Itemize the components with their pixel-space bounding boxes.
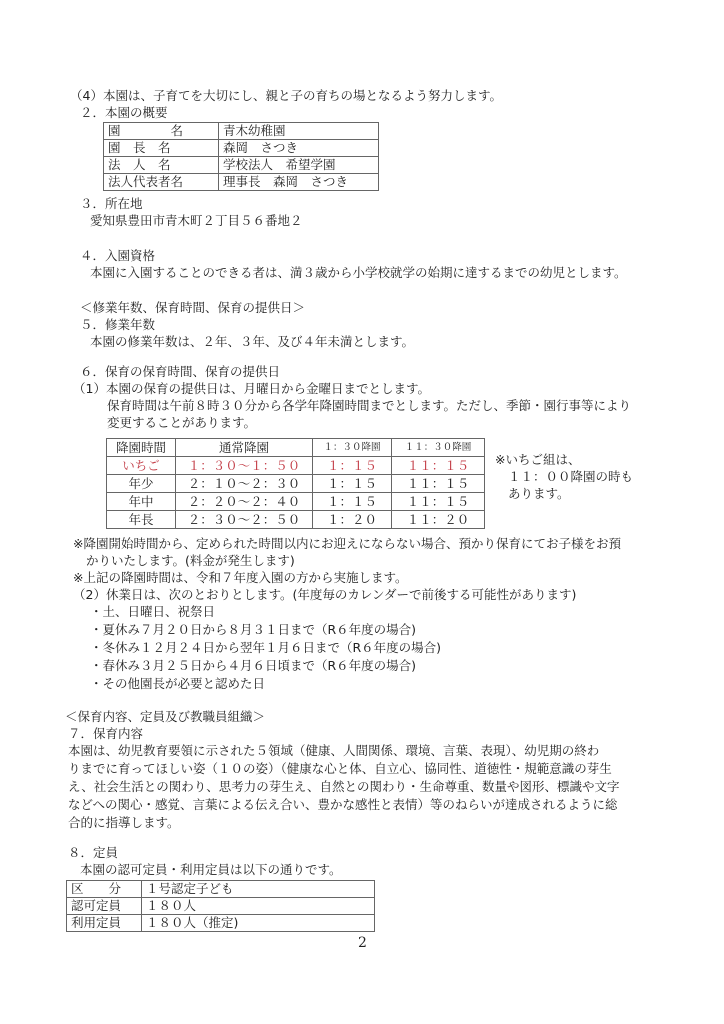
holiday-item: ・冬休み１２月２４日から翌年１月６日まで（R６年度の場合) bbox=[90, 640, 442, 655]
item-1-line-2: 保育時間は午前８時３０分から各学年降園時間までとします。ただし、季節・園行事等により bbox=[107, 398, 632, 413]
time-1130-cell: １１：２０ bbox=[392, 511, 485, 529]
side-note-line-3: あります。 bbox=[508, 486, 570, 501]
header-cell: 降園時間 bbox=[107, 439, 176, 457]
side-note-line-1: ※いちご組は、 bbox=[495, 452, 581, 467]
header-cell: １１：３０降園 bbox=[392, 439, 485, 457]
overview-value: 青木幼稚園 bbox=[219, 123, 379, 140]
capacity-text: 本園の認可定員・利用定員は以下の通りです。 bbox=[80, 862, 342, 877]
time-130-cell: １：１５ bbox=[313, 457, 392, 475]
overview-value: 学校法人 希望学園 bbox=[219, 157, 379, 174]
content-line: りまでに育ってほしい姿（１０の姿）（健康な心と体、自立心、協同性、道徳性・規範意識の芽生 bbox=[68, 761, 612, 776]
table-row bbox=[107, 475, 485, 493]
pickup-time-table bbox=[106, 438, 485, 529]
note-2: ※上記の降園時間は、令和７年度入園の方から実施します。 bbox=[73, 570, 408, 585]
capacity-value: １８０人 bbox=[142, 898, 375, 915]
overview-label: 園 名 bbox=[104, 123, 219, 140]
capacity-label: 区 分 bbox=[67, 881, 142, 898]
section-5-heading: ５．修業年数 bbox=[80, 317, 156, 332]
overview-table bbox=[103, 122, 379, 191]
holiday-item: ・土、日曜日、祝祭日 bbox=[90, 604, 216, 619]
years-text: 本園の修業年数は、２年、３年、及び４年未満とします。 bbox=[90, 334, 415, 349]
item-1-line-1: （1）本園の保育の提供日は、月曜日から金曜日までとします。 bbox=[73, 381, 430, 396]
content-line: などへの関心・感覚、言葉による伝え合い、豊かな感性と表情）等のねらいが達成されるように総 bbox=[68, 797, 618, 812]
capacity-value: １号認定子ども bbox=[142, 881, 375, 898]
grade-cell: 年長 bbox=[107, 511, 176, 529]
content-line: え、社会生活との関わり、思考力の芽生え、自然との関わり・生命尊重、数量や図形、標識や文字 bbox=[68, 779, 620, 794]
table-row bbox=[104, 174, 379, 191]
item-2: （2）休業日は、次のとおりとします。(年度毎のカレンダーで前後する可能性があります) bbox=[73, 587, 577, 602]
holiday-item: ・夏休み７月２０日から８月３１日まで（R６年度の場合) bbox=[90, 622, 417, 637]
section-8-heading: ８．定員 bbox=[68, 845, 119, 860]
time-130-cell: １：１５ bbox=[313, 493, 392, 511]
overview-value: 森岡 さつき bbox=[219, 140, 379, 157]
group-heading-2: ＜保育内容、定員及び教職員組織＞ bbox=[65, 709, 266, 724]
overview-label: 法人代表者名 bbox=[104, 174, 219, 191]
table-row bbox=[67, 915, 375, 932]
time-130-cell: １：１５ bbox=[313, 475, 392, 493]
table-row bbox=[107, 511, 485, 529]
time-1130-cell: １１：１５ bbox=[392, 493, 485, 511]
grade-cell: 年中 bbox=[107, 493, 176, 511]
side-note-line-2: １１：００降園の時も bbox=[508, 469, 634, 484]
normal-time-cell: １：３０～１：５０ bbox=[176, 457, 313, 475]
capacity-label: 認可定員 bbox=[67, 898, 142, 915]
section-2-heading: ２．本園の概要 bbox=[80, 105, 168, 120]
section-6-heading: ６．保育の保育時間、保育の提供日 bbox=[80, 364, 281, 379]
note-1-line-2: かりいたします。(料金が発生します) bbox=[86, 553, 295, 568]
capacity-value: １８０人（推定) bbox=[142, 915, 375, 932]
time-130-cell: １：２０ bbox=[313, 511, 392, 529]
note-1-line-1: ※降園開始時間から、定められた時間以内にお迎えにならない場合、預かり保育にてお子様をお預 bbox=[73, 536, 621, 551]
header-cell: 通常降園 bbox=[176, 439, 313, 457]
table-header-row bbox=[107, 439, 485, 457]
admission-text: 本園に入園することのできる者は、満３歳から小学校就学の始期に達するまでの幼児とします。 bbox=[90, 265, 627, 280]
address: 愛知県豊田市青木町２丁目５６番地２ bbox=[90, 213, 303, 228]
overview-label: 法 人 名 bbox=[104, 157, 219, 174]
content-line: 合的に指導します。 bbox=[68, 815, 180, 830]
grade-cell: 年少 bbox=[107, 475, 176, 493]
header-cell: １：３０降園 bbox=[313, 439, 392, 457]
table-row bbox=[107, 493, 485, 511]
intro-item: （4）本園は、子育てを大切にし、親と子の育ちの場となるよう努力します。 bbox=[70, 88, 502, 103]
group-heading-1: ＜修業年数、保育時間、保育の提供日＞ bbox=[80, 300, 306, 315]
normal-time-cell: ２：１０～２：３０ bbox=[176, 475, 313, 493]
table-row bbox=[104, 157, 379, 174]
content-line: 本園は、幼児教育要領に示された５領域（健康、人間関係、環境、言葉、表現）、幼児期の終わ bbox=[68, 743, 600, 758]
capacity-table bbox=[66, 880, 375, 932]
holiday-item: ・春休み３月２５日から４月６日頃まで（R６年度の場合) bbox=[90, 658, 417, 673]
time-1130-cell: １１：１５ bbox=[392, 475, 485, 493]
holiday-item: ・その他園長が必要と認めた日 bbox=[90, 676, 266, 691]
normal-time-cell: ２：２０～２：４０ bbox=[176, 493, 313, 511]
section-7-heading: ７．保育内容 bbox=[68, 726, 144, 741]
normal-time-cell: ２：３０～２：５０ bbox=[176, 511, 313, 529]
grade-cell: いちご bbox=[107, 457, 176, 475]
page-number: 2 bbox=[358, 935, 367, 951]
capacity-label: 利用定員 bbox=[67, 915, 142, 932]
time-1130-cell: １１：１５ bbox=[392, 457, 485, 475]
table-row bbox=[67, 898, 375, 915]
overview-value: 理事長 森岡 さつき bbox=[219, 174, 379, 191]
item-1-line-3: 変更することがあります。 bbox=[107, 415, 257, 430]
overview-label: 園 長 名 bbox=[104, 140, 219, 157]
table-row bbox=[104, 140, 379, 157]
section-3-heading: ３．所在地 bbox=[80, 196, 143, 211]
section-4-heading: ４．入園資格 bbox=[80, 248, 156, 263]
table-row bbox=[104, 123, 379, 140]
table-row bbox=[107, 457, 485, 475]
table-row bbox=[67, 881, 375, 898]
